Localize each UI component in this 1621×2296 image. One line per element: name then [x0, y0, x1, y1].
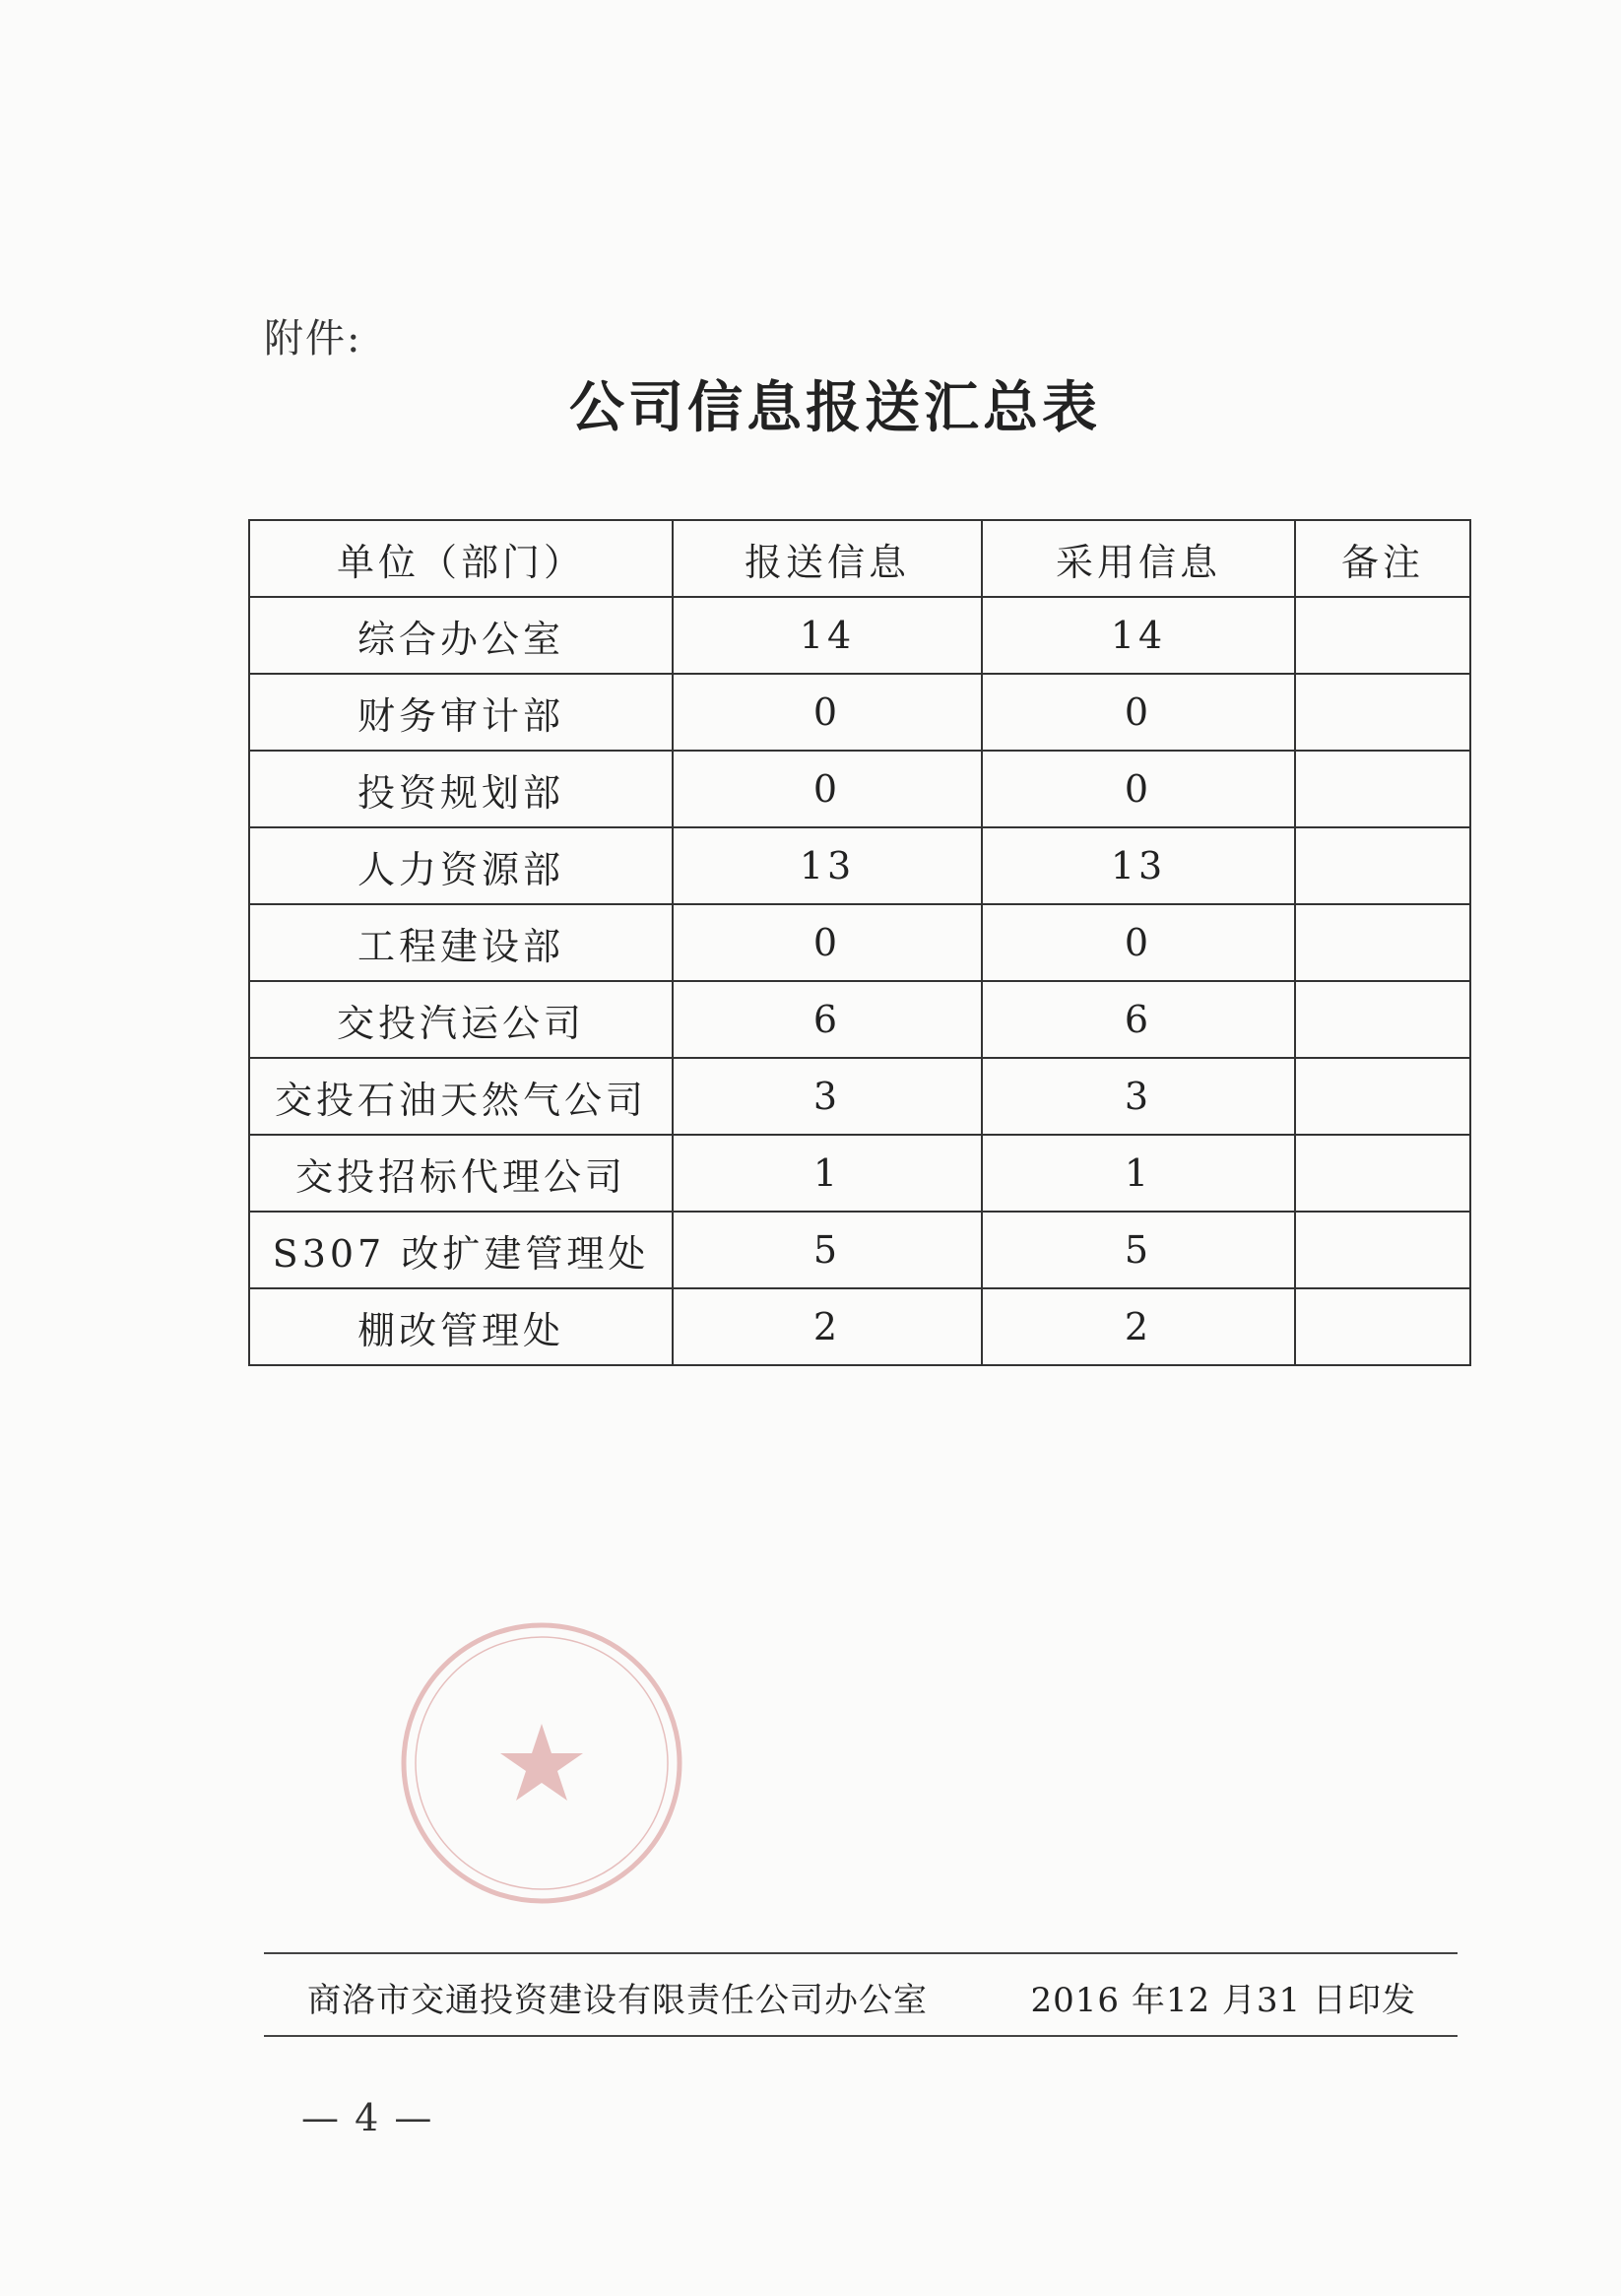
- cell-remark: [1295, 904, 1470, 981]
- table-row: [249, 751, 1470, 827]
- table-row: [249, 827, 1470, 904]
- cell-adopted: 0: [982, 751, 1295, 827]
- cell-adopted: 0: [982, 904, 1295, 981]
- summary-table: [248, 519, 1471, 1366]
- cell-remark: [1295, 751, 1470, 827]
- table-row: [249, 1135, 1470, 1212]
- cell-reported: 5: [673, 1212, 982, 1288]
- cell-remark: [1295, 1212, 1470, 1288]
- cell-unit: 交投汽运公司: [249, 981, 673, 1058]
- cell-unit: 财务审计部: [249, 674, 673, 751]
- cell-unit: 综合办公室: [249, 597, 673, 674]
- header-remark: 备注: [1295, 520, 1470, 597]
- cell-reported: 3: [673, 1058, 982, 1135]
- cell-adopted: 3: [982, 1058, 1295, 1135]
- cell-adopted: 5: [982, 1212, 1295, 1288]
- attachment-label: 附件:: [264, 316, 362, 361]
- table-header-row: [249, 520, 1470, 597]
- cell-reported: 14: [673, 597, 982, 674]
- cell-reported: 0: [673, 674, 982, 751]
- table-row: [249, 1058, 1470, 1135]
- cell-unit: 交投石油天然气公司: [249, 1058, 673, 1135]
- cell-unit: S307 改扩建管理处: [249, 1212, 673, 1288]
- cell-adopted: 1: [982, 1135, 1295, 1212]
- cell-adopted: 0: [982, 674, 1295, 751]
- cell-adopted: 13: [982, 827, 1295, 904]
- page-number: — 4 —: [301, 2096, 434, 2139]
- footer-issuer: 商洛市交通投资建设有限责任公司办公室: [307, 1981, 928, 2020]
- cell-unit: 棚改管理处: [249, 1288, 673, 1365]
- footer-date: 2016 年12 月31 日印发: [1030, 1981, 1416, 2020]
- page-title: 公司信息报送汇总表: [569, 376, 1101, 440]
- header-reported: 报送信息: [673, 520, 982, 597]
- cell-remark: [1295, 1058, 1470, 1135]
- footer-divider-bottom: [264, 2035, 1458, 2037]
- cell-unit: 工程建设部: [249, 904, 673, 981]
- cell-unit: 投资规划部: [249, 751, 673, 827]
- table-row: [249, 597, 1470, 674]
- cell-remark: [1295, 1135, 1470, 1212]
- cell-reported: 6: [673, 981, 982, 1058]
- cell-unit: 交投招标代理公司: [249, 1135, 673, 1212]
- cell-adopted: 6: [982, 981, 1295, 1058]
- cell-reported: 0: [673, 904, 982, 981]
- footer-divider-top: [264, 1952, 1458, 1954]
- table-row: [249, 674, 1470, 751]
- header-adopted: 采用信息: [982, 520, 1295, 597]
- cell-remark: [1295, 597, 1470, 674]
- cell-remark: [1295, 674, 1470, 751]
- cell-reported: 2: [673, 1288, 982, 1365]
- table-row: [249, 1288, 1470, 1365]
- cell-unit: 人力资源部: [249, 827, 673, 904]
- cell-adopted: 2: [982, 1288, 1295, 1365]
- table-row: [249, 981, 1470, 1058]
- cell-remark: [1295, 1288, 1470, 1365]
- cell-reported: 13: [673, 827, 982, 904]
- cell-adopted: 14: [982, 597, 1295, 674]
- cell-reported: 1: [673, 1135, 982, 1212]
- table-row: [249, 1212, 1470, 1288]
- header-unit: 单位（部门）: [249, 520, 673, 597]
- table-row: [249, 904, 1470, 981]
- cell-remark: [1295, 827, 1470, 904]
- official-seal-stamp: [394, 1615, 689, 1911]
- cell-reported: 0: [673, 751, 982, 827]
- cell-remark: [1295, 981, 1470, 1058]
